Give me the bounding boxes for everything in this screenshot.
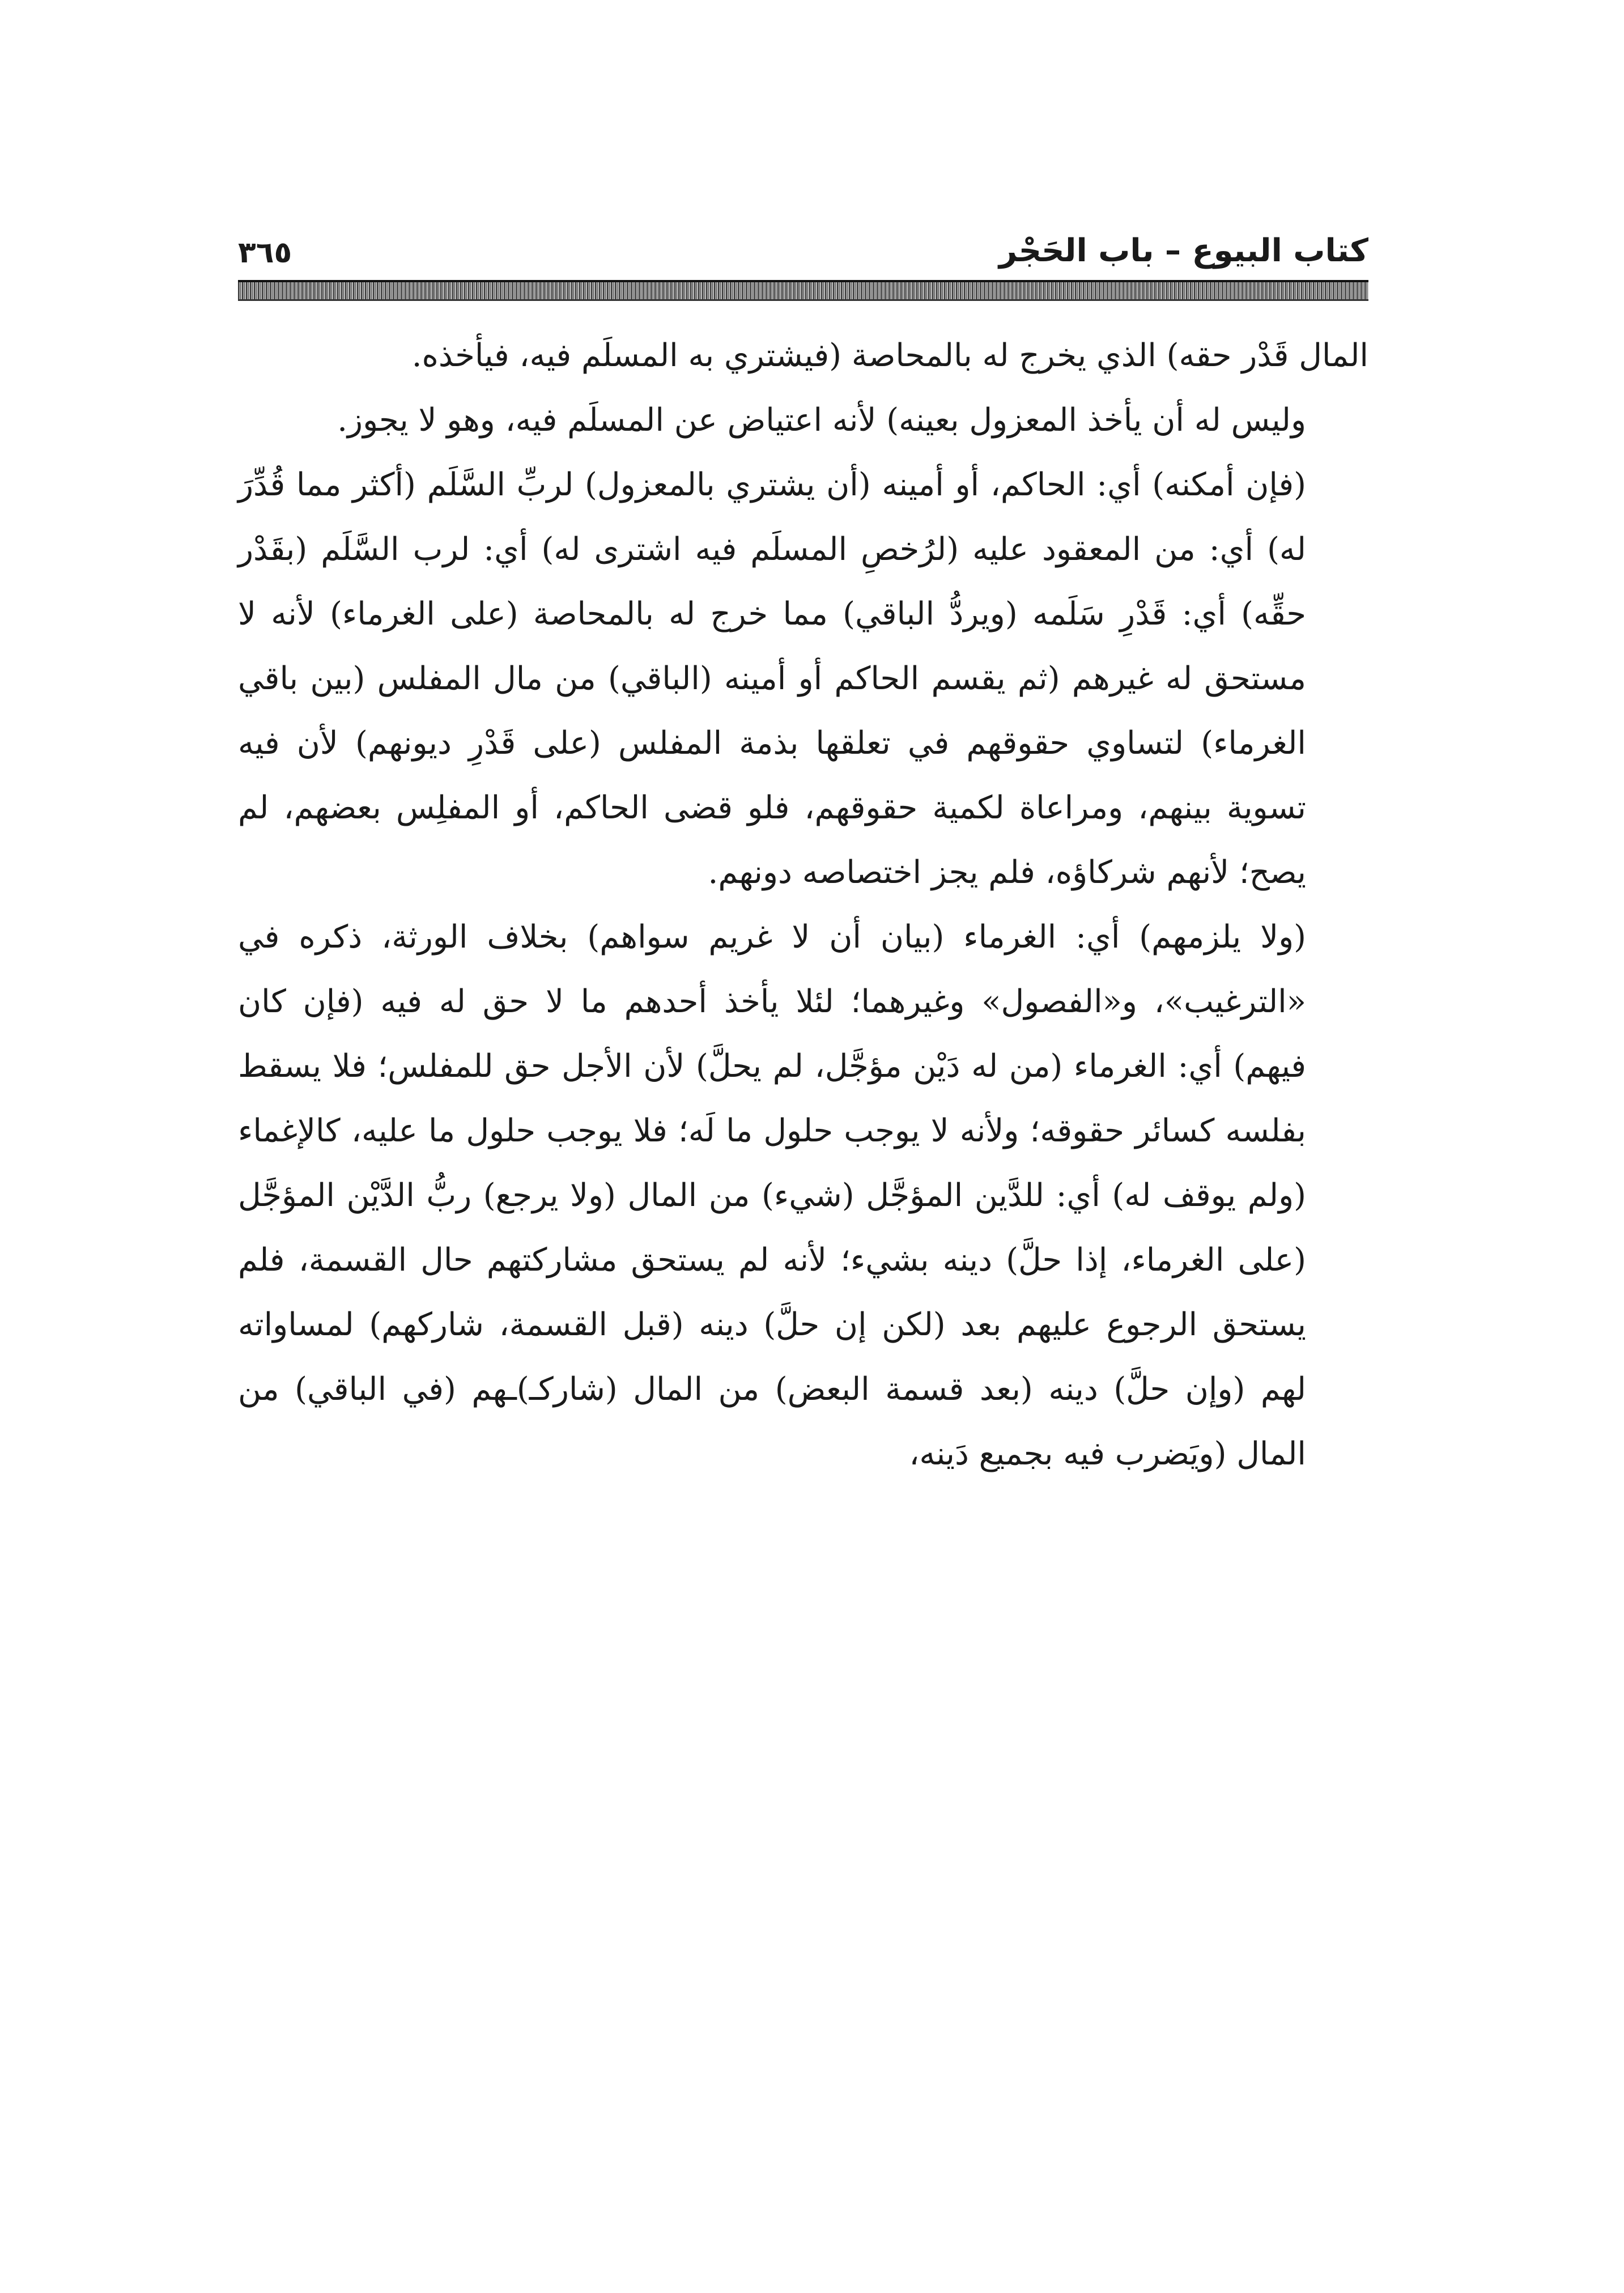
running-header (238, 227, 1368, 279)
paragraph: (ولا يلزمهم) أي: الغرماء (بيان أن لا غريم سواهم) بخلاف الورثة، ذكره في «الترغيب»، و«الفصول» وغيرهما؛ لئلا يأخذ أحدهم ما لا حق له فيه (فإن كان فيهم) أي: الغرماء (من له دَيْن مؤجَّل، لم يحلَّ) لأن الأجل حق للمفلس؛ فلا يسقط بفلسه كسائر حقوقه؛ ولأنه لا يوجب حلول ما لَه؛ فلا يوجب حلول ما عليه، كالإغماء (ولم يوقف له) أي: للدَّين المؤجَّل (شيء) من المال (ولا يرجع) ربُّ الدَّيْن المؤجَّل (على الغرماء، إذا حلَّ) دينه بشيء؛ لأنه لم يستحق مشاركتهم حال القسمة، فلم يستحق الرجوع عليهم بعد (لكن إن حلَّ) دينه (قبل القسمة، شاركهم) لمساواته لهم (وإن حلَّ) دينه (بعد قسمة البعض) من المال (شاركـ)ـهم (في الباقي) من المال (ويَضرب فيه بجميع دَينه، (238, 919, 1306, 1472)
book-page (238, 227, 1368, 2131)
paragraph: وليس له أن يأخذ المعزول بعينه) لأنه اعتياض عن المسلَم فيه، وهو لا يجوز. (337, 402, 1306, 439)
page-number: ٣٦٥ (238, 236, 292, 270)
paragraph: (فإن أمكنه) أي: الحاكم، أو أمينه (أن يشتري بالمعزول) لربِّ السَّلَم (أكثر مما قُدِّرَ له) أي: من المعقود عليه (لرُخصِ المسلَم فيه اشترى له) أي: لرب السَّلَم (بقَدْر حقِّه) أي: قَدْرِ سَلَمه (ويردُّ الباقي) مما خرج له بالمحاصة (على الغرماء) لأنه لا مستحق له غيرهم (ثم يقسم الحاكم أو أمينه (الباقي) من مال المفلس (بين باقي الغرماء) لتساوي حقوقهم في تعلقها بذمة المفلس (على قَدْرِ ديونهم) لأن فيه تسوية بينهم، ومراعاة لكمية حقوقهم، فلو قضى الحاكم، أو المفلِس بعضهم، لم يصح؛ لأنهم شركاؤه، فلم يجز اختصاصه دونهم. (238, 466, 1307, 891)
header-divider (238, 280, 1368, 301)
body-text (238, 324, 1368, 1487)
paragraph: المال قَدْر حقه) الذي يخرج له بالمحاصة (فيشتري به المسلَم فيه، فيأخذه. (411, 337, 1368, 374)
section-title: كتاب البيوع – باب الحَجْر (998, 232, 1368, 269)
